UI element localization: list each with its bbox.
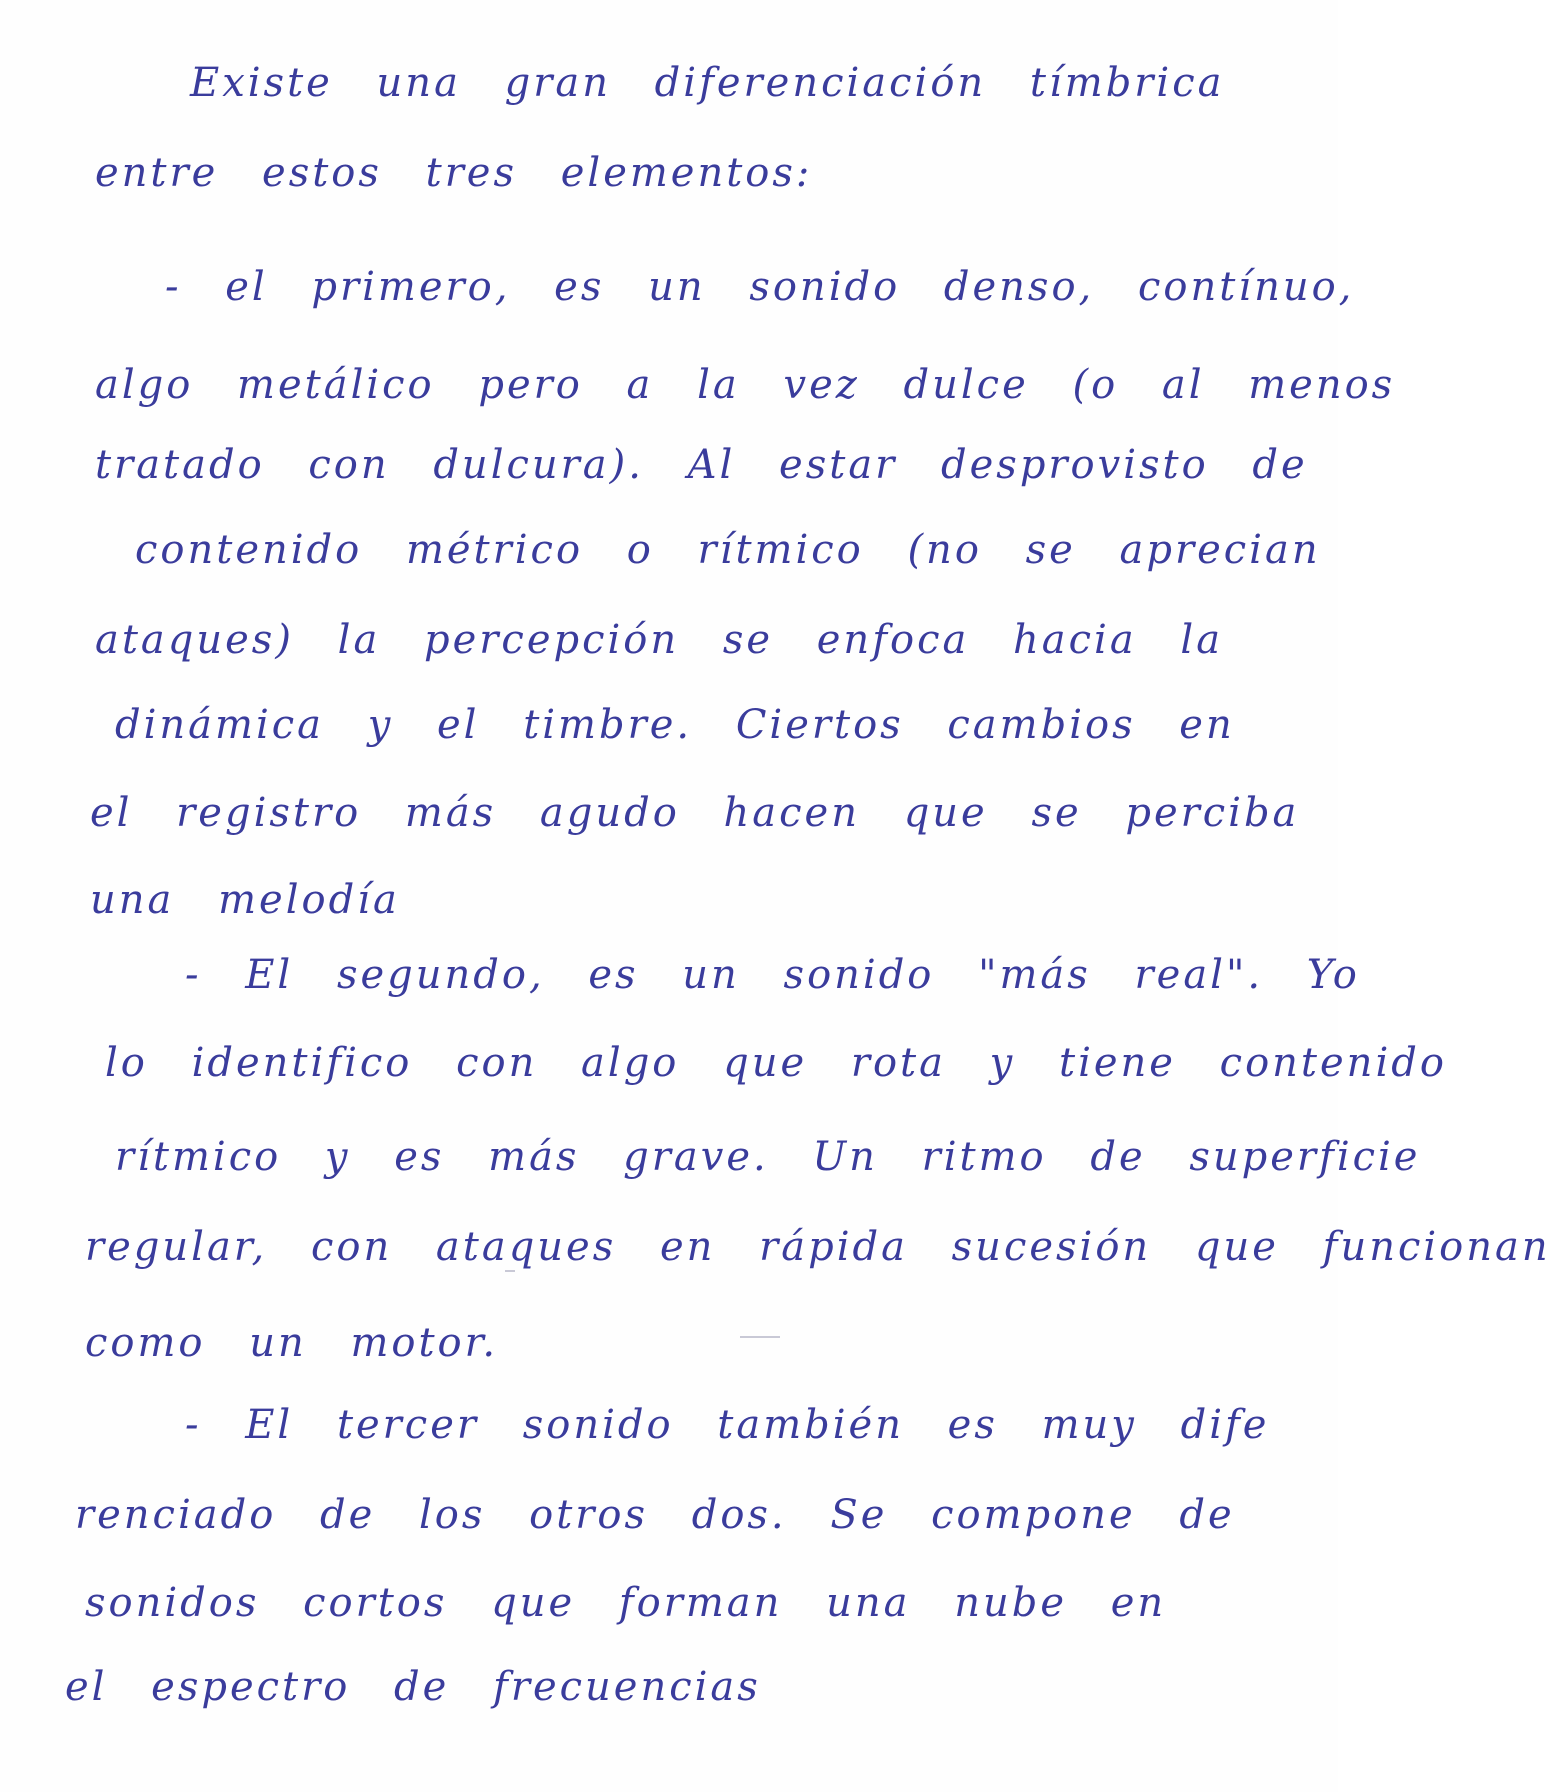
- text-line: sonidos cortos que forman una nube en: [85, 1580, 1167, 1626]
- paper-mark: [505, 1270, 515, 1272]
- text-line: Existe una gran diferenciación tímbrica: [190, 60, 1225, 106]
- text-line: algo metálico pero a la vez dulce (o al menos: [95, 362, 1396, 408]
- text-line: contenido métrico o rítmico (no se aprecian: [135, 527, 1321, 573]
- text-line: como un motor.: [85, 1320, 499, 1366]
- paper-mark: [740, 1336, 780, 1338]
- text-line: el registro más agudo hacen que se perciba: [90, 790, 1300, 836]
- text-line: regular, con ataques en rápida sucesión que funcionan: [85, 1224, 1551, 1270]
- text-line: ataques) la percepción se enfoca hacia la: [95, 617, 1224, 663]
- text-line: lo identifico con algo que rota y tiene contenido: [105, 1040, 1447, 1086]
- text-line: - El tercer sonido también es muy dife: [185, 1402, 1270, 1448]
- text-line: dinámica y el timbre. Ciertos cambios en: [115, 702, 1235, 748]
- text-line: tratado con dulcura). Al estar desprovisto de: [95, 442, 1308, 488]
- text-line: entre estos tres elementos:: [95, 150, 813, 196]
- text-line: - El segundo, es un sonido "más real". Yo: [185, 952, 1360, 998]
- text-line: el espectro de frecuencias: [65, 1664, 761, 1710]
- text-line: rítmico y es más grave. Un ritmo de superficie: [115, 1134, 1421, 1180]
- text-line: - el primero, es un sonido denso, contínuo,: [165, 264, 1355, 310]
- text-line: renciado de los otros dos. Se compone de: [75, 1492, 1235, 1538]
- text-line: una melodía: [90, 877, 400, 923]
